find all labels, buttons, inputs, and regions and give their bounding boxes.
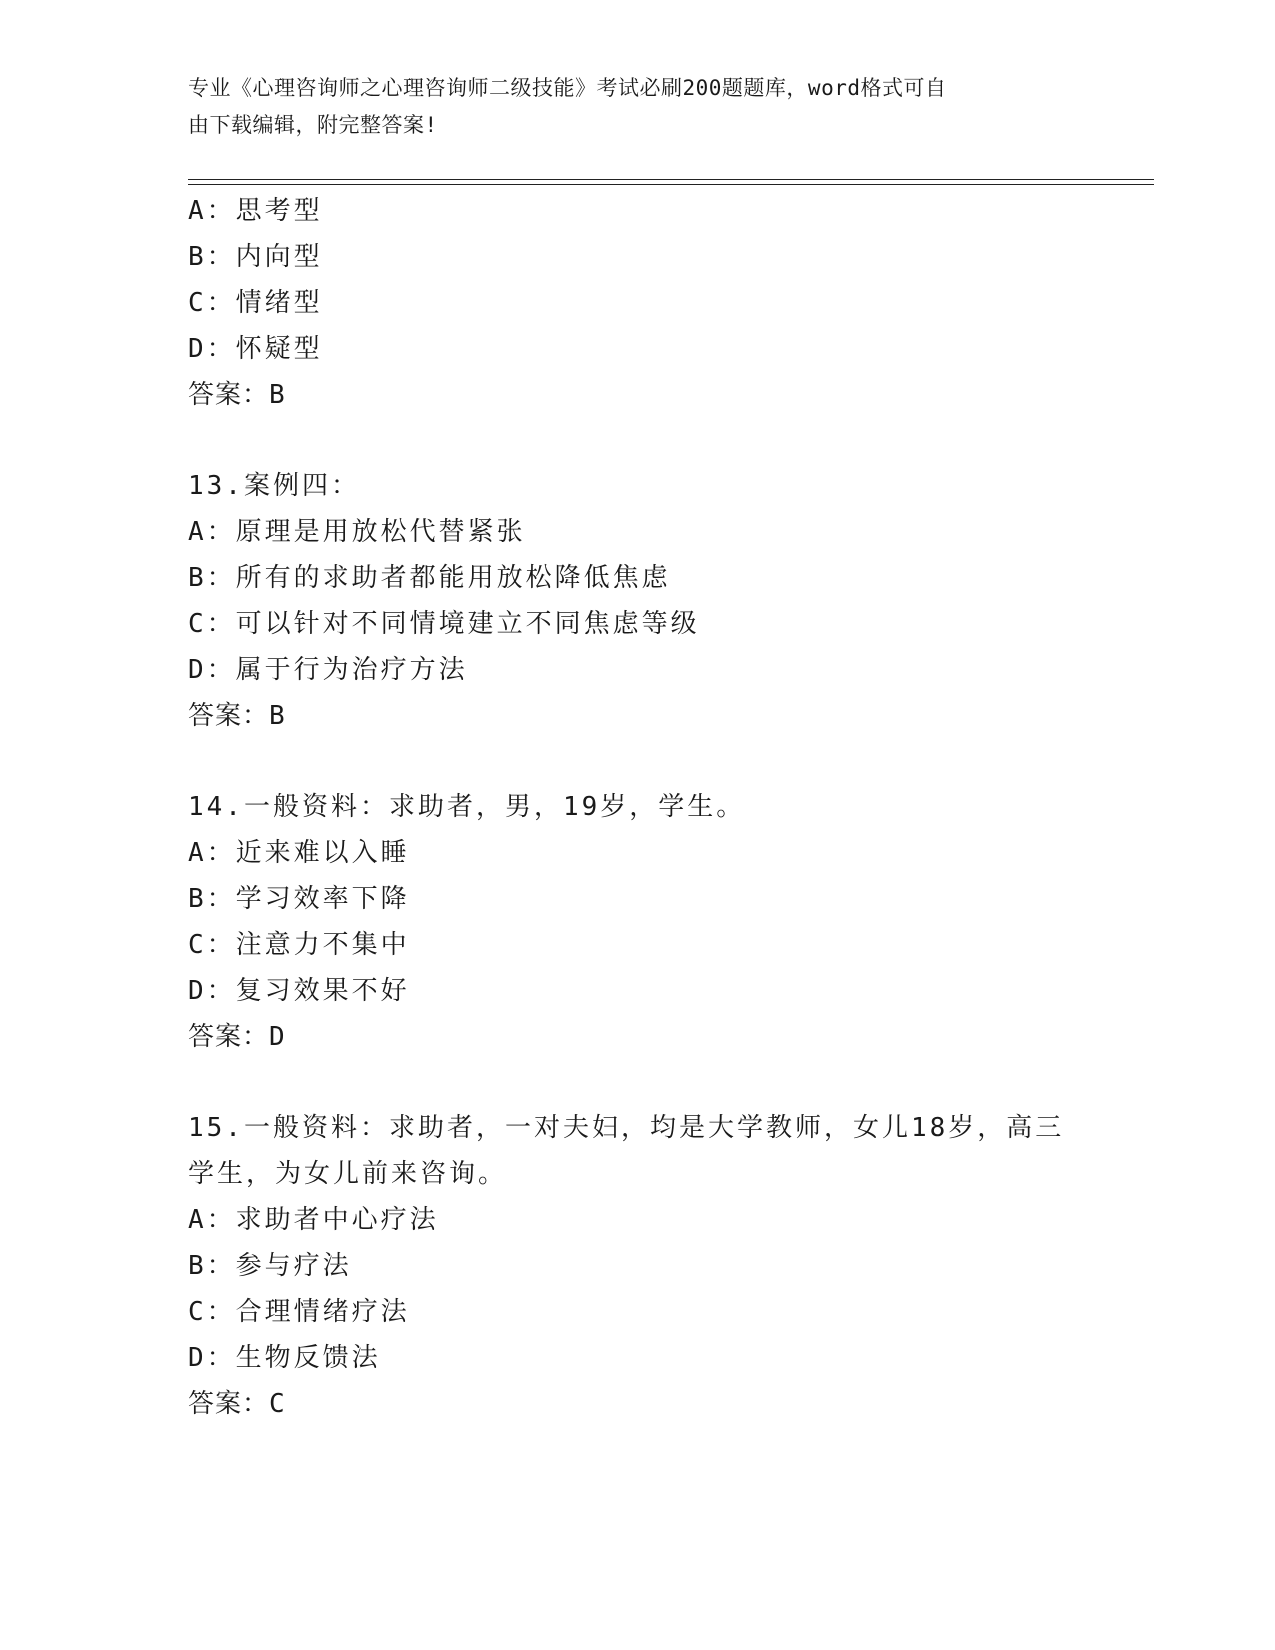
option-b: B：内向型 xyxy=(188,242,323,272)
question-text-line-1: 15.一般资料：求助者，一对夫妇，均是大学教师，女儿18岁，高三 xyxy=(188,1113,1065,1143)
option-a: A：近来难以入睡 xyxy=(188,838,410,868)
question-text: 13.案例四： xyxy=(188,471,360,501)
answer: 答案：B xyxy=(188,380,286,410)
question-block-13 xyxy=(188,463,1088,739)
option-d: D：怀疑型 xyxy=(188,334,323,364)
question-block-15 xyxy=(188,1105,1088,1427)
option-b: B：学习效率下降 xyxy=(188,884,410,914)
header-rule-bottom xyxy=(188,184,1154,185)
question-text: 14.一般资料：求助者，男，19岁，学生。 xyxy=(188,792,746,822)
answer: 答案：B xyxy=(188,701,286,731)
question-text-line-2: 学生，为女儿前来咨询。 xyxy=(188,1159,508,1189)
option-c: C：合理情绪疗法 xyxy=(188,1297,410,1327)
option-d: D：属于行为治疗方法 xyxy=(188,655,468,685)
option-a: A：原理是用放松代替紧张 xyxy=(188,517,526,547)
option-c: C：情绪型 xyxy=(188,288,323,318)
header-line-2: 由下载编辑，附完整答案! xyxy=(188,113,438,137)
header-line-1: 专业《心理咨询师之心理咨询师二级技能》考试必刷200题题库，word格式可自 xyxy=(188,76,947,100)
option-a: A：思考型 xyxy=(188,196,323,226)
answer: 答案：C xyxy=(188,1389,286,1419)
question-block-12 xyxy=(188,188,1088,418)
option-d: D：生物反馈法 xyxy=(188,1343,381,1373)
option-b: B：所有的求助者都能用放松降低焦虑 xyxy=(188,563,671,593)
question-list xyxy=(188,188,1088,1472)
option-c: C：注意力不集中 xyxy=(188,930,410,960)
question-block-14 xyxy=(188,784,1088,1060)
option-a: A：求助者中心疗法 xyxy=(188,1205,439,1235)
answer: 答案：D xyxy=(188,1022,286,1052)
option-c: C：可以针对不同情境建立不同焦虑等级 xyxy=(188,609,700,639)
document-header xyxy=(188,70,1088,144)
option-d: D：复习效果不好 xyxy=(188,976,410,1006)
header-rule-top xyxy=(188,179,1154,180)
option-b: B：参与疗法 xyxy=(188,1251,352,1281)
